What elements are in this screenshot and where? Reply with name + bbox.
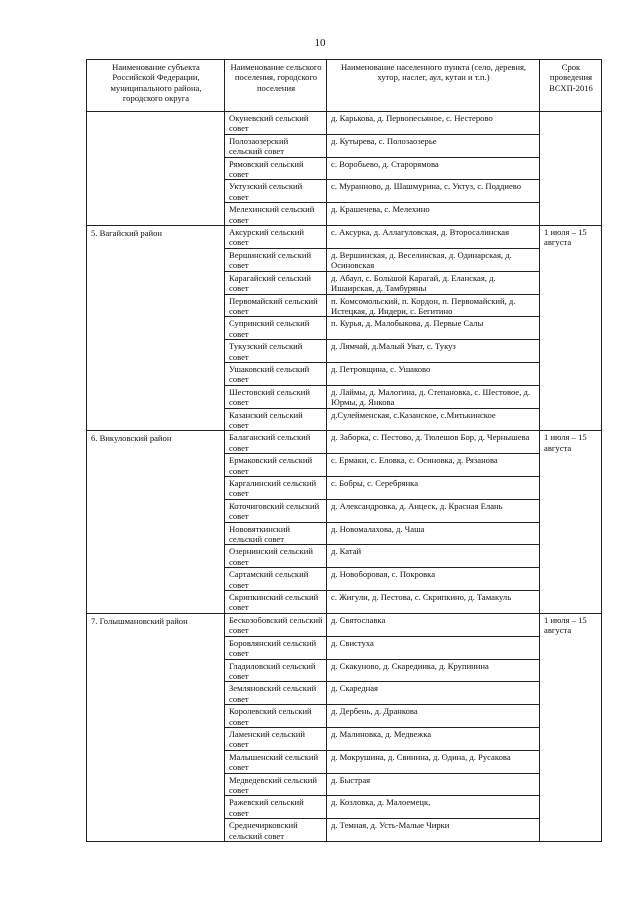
locality-list: с. Муранново, д. Шашмурина, с. Уктуз, с. Поддиево (327, 180, 540, 203)
locality-list: д. Карькова, д. Первопесьяное, с. Нестерово (327, 112, 540, 135)
council-name: Скрипкинский сельский совет (225, 591, 327, 614)
council-name: Боровлянский сельский совет (225, 636, 327, 659)
council-name: Казанский сельский совет (225, 408, 327, 431)
locality-list: д. Крашенева, с. Мелехино (327, 203, 540, 226)
header-period: Срок проведения ВСХП-2016 (540, 60, 602, 112)
locality-list: д. Вершинская, д. Веселинская, д. Одинарская, д. Осиновская (327, 248, 540, 271)
locality-list: д. Козловка, д. Малоемецк, (327, 796, 540, 819)
district-name: 6. Викуловский район (87, 431, 225, 614)
council-name: Полозаозерский сельский совет (225, 134, 327, 157)
table-header-row (87, 60, 602, 112)
council-name: Гладиловский сельский совет (225, 659, 327, 682)
locality-list: с. Бобры, с. Серебрянка (327, 477, 540, 500)
council-name: Королевский сельский совет (225, 705, 327, 728)
locality-list: п. Комсомольский, п. Кордон, п. Первомайский, д. Истецкая, д. Индери, с. Бегитино (327, 294, 540, 317)
locality-list: с. Воробьево, д. Старорямова (327, 157, 540, 180)
table-row (87, 112, 602, 135)
locality-list: д. Святославка (327, 613, 540, 636)
locality-list: д. Катай (327, 545, 540, 568)
locality-list: п. Курья, д. Малобыкова, д. Первые Салы (327, 317, 540, 340)
locality-list: с. Аксурка, д. Аллагуловская, д. Второсалинская (327, 226, 540, 249)
header-locality: Наименование населенного пункта (село, деревня, хутор, наслег, аул, кутан и т.п.) (327, 60, 540, 112)
district-name: 5. Вагайский район (87, 226, 225, 431)
locality-list: д. Петровщина, с. Ушаково (327, 362, 540, 385)
locality-list: д. Быстрая (327, 773, 540, 796)
council-name: Рямовский сельский совет (225, 157, 327, 180)
locality-list: д. Александровка, д. Анцеск, д. Красная Елань (327, 499, 540, 522)
council-name: Сартамский сельский совет (225, 568, 327, 591)
locality-list: д. Темная, д. Усть-Малые Чирки (327, 819, 540, 842)
locality-list: д. Малиновка, д. Медвежка (327, 727, 540, 750)
census-period: 1 июля – 15 августа (540, 226, 602, 431)
locality-list: д.Сулейменская, с.Казанское, с.Митькинское (327, 408, 540, 431)
district-name: 7. Голышмановский район (87, 613, 225, 841)
council-name: Среднечирковский сельский совет (225, 819, 327, 842)
locality-list: с. Ермаки, с. Еловка, с. Осиновка, д. Рязанова (327, 454, 540, 477)
council-name: Каргалинский сельский совет (225, 477, 327, 500)
council-name: Ражевский сельский совет (225, 796, 327, 819)
locality-list: д. Мокрушина, д. Свинина, д. Одина, д. Русакова (327, 750, 540, 773)
council-name: Тукузский сельский совет (225, 340, 327, 363)
council-name: Нововяткинский сельский совет (225, 522, 327, 545)
header-subject: Наименование субъекта Российской Федерации, муниципального района, городского округа (87, 60, 225, 112)
council-name: Супринский сельский совет (225, 317, 327, 340)
council-name: Окуневский сельский совет (225, 112, 327, 135)
council-name: Шестовский сельский совет (225, 385, 327, 408)
table-row (87, 613, 602, 636)
district-continuation (87, 112, 225, 226)
council-name: Мелехинский сельский совет (225, 203, 327, 226)
council-name: Уктузский сельский совет (225, 180, 327, 203)
council-name: Медведевский сельский совет (225, 773, 327, 796)
locality-list: д. Новоборовая, с. Покровка (327, 568, 540, 591)
locality-list: д. Новомалахова, д. Чаша (327, 522, 540, 545)
table-row (87, 431, 602, 454)
council-name: Балаганский сельский совет (225, 431, 327, 454)
council-name: Ушаковский сельский совет (225, 362, 327, 385)
council-name: Малышенский сельский совет (225, 750, 327, 773)
locality-list: с. Жигули, д. Пестова, с. Скрипкино, д. Тамакуль (327, 591, 540, 614)
council-name: Ермаковский сельский совет (225, 454, 327, 477)
table-row (87, 226, 602, 249)
locality-list: д. Скаредная (327, 682, 540, 705)
council-name: Коточиговский сельский совет (225, 499, 327, 522)
locality-list: д. Заборка, с. Пестово, д. Тюлешов Бор, д. Чернышева (327, 431, 540, 454)
council-name: Первомайский сельский совет (225, 294, 327, 317)
locality-list: д. Дербень, д. Дранкова (327, 705, 540, 728)
census-period: 1 июля – 15 августа (540, 613, 602, 841)
table-body (87, 112, 602, 842)
locality-list: д. Абаул, с. Большой Карагай, д. Еланская, д. Ишаирская, д. Тамбуряны (327, 271, 540, 294)
census-schedule-table (86, 59, 602, 842)
council-name: Ламенский сельский совет (225, 727, 327, 750)
council-name: Озернинский сельский совет (225, 545, 327, 568)
council-name: Карагайский сельский совет (225, 271, 327, 294)
page-number: 10 (314, 37, 326, 49)
census-period: 1 июля – 15 августа (540, 431, 602, 614)
period-continuation (540, 112, 602, 226)
council-name: Бескозобовский сельский совет (225, 613, 327, 636)
council-name: Земляновский сельский совет (225, 682, 327, 705)
locality-list: д. Свистуха (327, 636, 540, 659)
council-name: Аксурский сельский совет (225, 226, 327, 249)
locality-list: д. Скакуново, д. Скарединка, д. Крупинина (327, 659, 540, 682)
locality-list: д. Кутырева, с. Полозаозерье (327, 134, 540, 157)
locality-list: д. Лямчай, д.Малый Уват, с. Тукуз (327, 340, 540, 363)
council-name: Вершинский сельский совет (225, 248, 327, 271)
locality-list: д. Лаймы, д. Малогина, д. Степановка, с. Шестовое, д. Юрмы, д. Янкова (327, 385, 540, 408)
header-settlement: Наименование сельского поселения, городского поселения (225, 60, 327, 112)
